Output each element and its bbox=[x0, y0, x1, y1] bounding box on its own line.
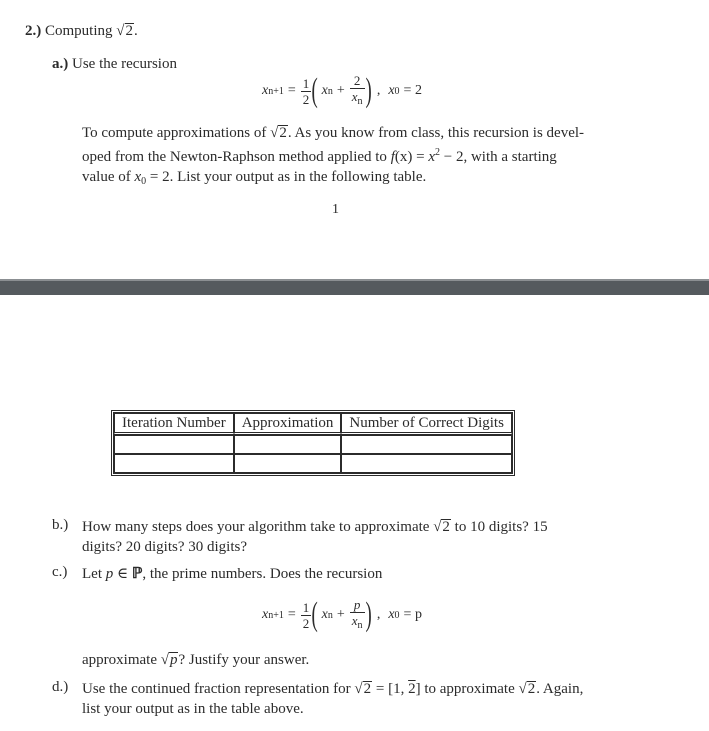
part-c-label: c.) bbox=[52, 564, 68, 580]
part-a-func-eq: = bbox=[412, 149, 429, 165]
table-row bbox=[114, 454, 512, 473]
part-c-line1-post: , the prime numbers. Does the recursion bbox=[142, 566, 383, 582]
part-a-line-2 bbox=[82, 143, 652, 167]
table-cell bbox=[234, 435, 342, 454]
part-b-line-2: digits? 20 digits? 30 digits? bbox=[82, 539, 247, 555]
part-d-line-1 bbox=[82, 679, 652, 699]
sqrt-symbol: √ bbox=[160, 652, 169, 668]
part-a-func-exp: 2 bbox=[435, 147, 440, 158]
part-a-intro bbox=[52, 56, 177, 73]
part-c-p: p bbox=[105, 566, 114, 582]
table-row bbox=[114, 435, 512, 454]
part-a-line1-post: . As you know from class, this recursion is devel- bbox=[287, 125, 585, 141]
part-a-line-3 bbox=[82, 167, 652, 192]
part-c-line-1 bbox=[82, 564, 382, 583]
part-d-line1-post: . Again, bbox=[536, 681, 584, 697]
part-a-func-arg: (x) bbox=[394, 149, 413, 165]
table-header-approximation: Approximation bbox=[234, 413, 342, 435]
part-d-repeating: 2 bbox=[408, 681, 416, 697]
eq-c-frac-num: p bbox=[350, 597, 365, 613]
recursion-equation-c bbox=[262, 597, 422, 633]
part-d-close: ] to approximate bbox=[415, 681, 515, 697]
part-b-line1-post: to 10 digits? 15 bbox=[450, 519, 548, 535]
part-c-line-2 bbox=[82, 652, 309, 669]
part-a-line1-radicand: 2 bbox=[279, 125, 287, 141]
title-radicand: 2 bbox=[125, 23, 133, 39]
eq-c-frac-den-sub: n bbox=[357, 620, 363, 631]
eq-a-left-paren: ( bbox=[311, 72, 319, 109]
part-d-eq: = [1, bbox=[372, 681, 409, 697]
eq-c-half-num: 1 bbox=[302, 599, 310, 615]
eq-c-term-var: x bbox=[321, 607, 328, 622]
eq-c-left-paren: ( bbox=[311, 596, 319, 633]
part-a-line2-pre: oped from the Newton-Raphson method applied to bbox=[82, 149, 387, 165]
eq-c-init-rhs: = p bbox=[403, 607, 422, 622]
table-header-row bbox=[114, 413, 512, 435]
output-table bbox=[111, 410, 515, 476]
recursion-equation-a bbox=[262, 73, 422, 109]
eq-a-term-sub: n bbox=[327, 85, 333, 97]
eq-c-right-paren: ) bbox=[365, 596, 372, 633]
eq-c-frac-den-var: x bbox=[351, 613, 358, 628]
sqrt-symbol: √ bbox=[433, 519, 442, 535]
part-c-set: ℙ bbox=[131, 566, 143, 582]
eq-c-fraction bbox=[350, 597, 365, 633]
part-a-line3-var: x bbox=[134, 169, 142, 185]
eq-a-fraction bbox=[350, 73, 365, 109]
page-break-divider bbox=[0, 281, 709, 295]
problem-title: Computing bbox=[45, 23, 113, 39]
eq-c-half-fraction bbox=[301, 600, 312, 631]
problem-number: 2.) bbox=[25, 23, 42, 39]
eq-c-init-sub: 0 bbox=[394, 609, 400, 621]
part-a-line3-sub: 0 bbox=[141, 176, 147, 187]
eq-c-init-var: x bbox=[388, 607, 395, 622]
part-b-line-1 bbox=[82, 517, 652, 537]
part-d-radicand: 2 bbox=[363, 681, 372, 697]
table-header-correct-digits: Number of Correct Digits bbox=[341, 413, 512, 435]
table-cell bbox=[114, 454, 234, 473]
sqrt-symbol: √ bbox=[270, 125, 279, 141]
eq-a-half-fraction bbox=[301, 76, 312, 107]
part-d-radicand-2: 2 bbox=[527, 681, 536, 697]
part-d-line1-pre: Use the continued fraction representation for bbox=[82, 681, 351, 697]
eq-a-right-paren: ) bbox=[365, 72, 372, 109]
part-a-line3-post: = 2. List your output as in the following table. bbox=[146, 169, 427, 185]
eq-a-half-num: 1 bbox=[302, 75, 310, 91]
eq-a-frac-den-var: x bbox=[351, 89, 358, 104]
eq-a-frac-num: 2 bbox=[350, 73, 365, 89]
eq-a-term-var: x bbox=[321, 83, 328, 98]
sqrt-symbol: √ bbox=[116, 23, 125, 39]
part-b-line1-pre: How many steps does your algorithm take to approximate bbox=[82, 519, 430, 535]
part-b-radicand: 2 bbox=[442, 519, 450, 535]
part-a-intro-text: Use the recursion bbox=[72, 56, 177, 72]
eq-a-init-sub: 0 bbox=[394, 85, 400, 97]
part-a-line2-post: − 2, with a starting bbox=[440, 149, 557, 165]
sqrt-symbol: √ bbox=[354, 681, 363, 697]
eq-a-init-rhs: = 2 bbox=[403, 83, 422, 98]
sqrt-symbol: √ bbox=[518, 681, 527, 697]
part-a-label: a.) bbox=[52, 56, 69, 72]
eq-a-lhs-var: x bbox=[262, 83, 269, 98]
eq-c-equals: = bbox=[287, 607, 296, 622]
part-d-paragraph bbox=[82, 679, 652, 719]
eq-a-plus: + bbox=[336, 83, 345, 98]
part-a-line3-pre: value of bbox=[82, 169, 131, 185]
eq-c-lhs-sub: n+1 bbox=[268, 609, 284, 621]
table-cell bbox=[341, 435, 512, 454]
table-cell bbox=[114, 435, 234, 454]
table-cell bbox=[234, 454, 342, 473]
eq-c-lhs-var: x bbox=[262, 607, 269, 622]
part-b-paragraph bbox=[82, 517, 652, 557]
part-a-paragraph bbox=[82, 123, 652, 192]
page-number: 1 bbox=[332, 202, 339, 217]
eq-a-init-var: x bbox=[388, 83, 395, 98]
problem-heading bbox=[25, 23, 138, 40]
part-d-line-2: list your output as in the table above. bbox=[82, 701, 304, 717]
part-c-line1-pre: Let bbox=[82, 566, 102, 582]
eq-c-term-sub: n bbox=[327, 609, 333, 621]
part-c-in: ∈ bbox=[113, 566, 132, 582]
title-period: . bbox=[134, 23, 138, 39]
eq-c-plus: + bbox=[336, 607, 345, 622]
eq-a-comma: , bbox=[376, 83, 381, 98]
eq-a-half-den: 2 bbox=[302, 91, 310, 107]
part-a-func-x: x bbox=[428, 149, 435, 165]
eq-a-equals: = bbox=[287, 83, 296, 98]
table-cell bbox=[341, 454, 512, 473]
part-a-line-1 bbox=[82, 123, 652, 143]
eq-c-half-den: 2 bbox=[302, 615, 310, 631]
part-a-func-name: f bbox=[390, 149, 395, 165]
part-d-label: d.) bbox=[52, 679, 69, 695]
part-a-line1-pre: To compute approximations of bbox=[82, 125, 267, 141]
part-b-label: b.) bbox=[52, 517, 69, 533]
table-header-iteration: Iteration Number bbox=[114, 413, 234, 435]
eq-c-comma: , bbox=[376, 607, 381, 622]
part-c-line2-pre: approximate bbox=[82, 652, 157, 668]
eq-a-frac-den-sub: n bbox=[357, 96, 363, 107]
part-c-line2-post: ? Justify your answer. bbox=[178, 652, 310, 668]
eq-a-lhs-sub: n+1 bbox=[268, 85, 284, 97]
part-c-radicand: p bbox=[169, 652, 178, 668]
